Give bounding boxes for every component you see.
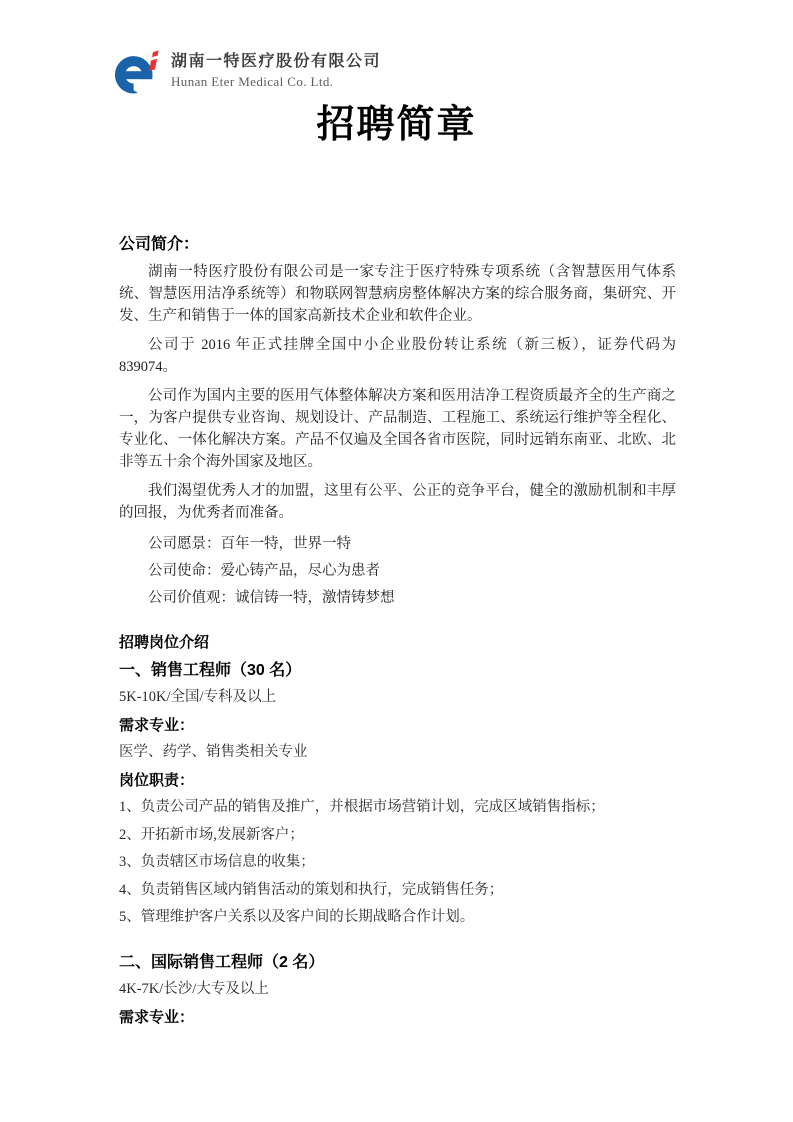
- job-title: 一、销售工程师（30 名）: [119, 661, 302, 679]
- company-name-zh: 湖南一特医疗股份有限公司: [171, 53, 382, 70]
- job-duty-item: 1、负责公司产品的销售及推广，并根据市场营销计划，完成区域销售指标；: [119, 799, 605, 815]
- job-duty-item: 2、开拓新市场,发展新客户；: [119, 826, 304, 843]
- company-mission: 公司使命：爱心铸产品，尽心为患者: [148, 563, 380, 579]
- intro-heading: 公司简介：: [119, 236, 200, 253]
- job-duty-label: 岗位职责：: [119, 771, 195, 789]
- intro-paragraph: 我们渴望优秀人才的加盟，这里有公平、公正的竞争平台，健全的激励机制和丰厚的回报，为优秀者而准备。: [119, 483, 676, 521]
- job-summary: 5K-10K/全国/专科及以上: [119, 689, 277, 705]
- jobs-heading: 招聘岗位介绍: [119, 634, 210, 651]
- page-title: 招聘简章: [316, 104, 477, 146]
- job-title: 二、国际销售工程师（2 名）: [119, 953, 325, 971]
- job-major-label: 需求专业：: [119, 716, 195, 734]
- company-vision: 公司愿景：百年一特，世界一特: [148, 536, 351, 552]
- company-logo: [113, 44, 381, 98]
- eter-logo-icon: [113, 44, 161, 98]
- company-name-en: Hunan Eter Medical Co. Ltd.: [171, 74, 334, 89]
- job-major-value: 医学、药学、销售类相关专业: [119, 744, 308, 760]
- company-values: 公司价值观：诚信铸一特，激情铸梦想: [148, 590, 395, 606]
- job-duty-item: 3、负责辖区市场信息的收集；: [119, 854, 315, 870]
- job-summary: 4K-7K/长沙/大专及以上: [119, 981, 269, 997]
- intro-paragraph: 公司作为国内主要的医用气体整体解决方案和医用洁净工程资质最齐全的生产商之一，为客户提供专业咨询、规划设计、产品制造、工程施工、系统运行维护等全程化、专业化、一体化解决方案。产品不仅遍及全国各省市医院，同时远销东南亚、北欧、北非等五十余个海外国家及地区。: [119, 388, 676, 470]
- job-duty-item: 4、负责销售区域内销售活动的策划和执行，完成销售任务；: [119, 881, 504, 898]
- job-duty-item: 5、管理维护客户关系以及客户间的长期战略合作计划。: [119, 909, 475, 925]
- intro-paragraph: 公司于 2016 年正式挂牌全国中小企业股份转让系统（新三板），证券代码为 839074。: [119, 337, 676, 375]
- job-international-sales-engineer: [119, 949, 676, 1032]
- company-name-block: [171, 51, 381, 91]
- company-intro-section: [119, 233, 676, 612]
- jobs-section: [119, 629, 676, 1031]
- job-major-label: 需求专业：: [119, 1008, 195, 1026]
- job-sales-engineer: [119, 657, 676, 932]
- intro-paragraph: 湖南一特医疗股份有限公司是一家专注于医疗特殊专项系统（含智慧医用气体系统、智慧医用洁净系统等）和物联网智慧病房整体解决方案的综合服务商，集研究、开发、生产和销售于一体的国家高新技术企业和软件企业。: [119, 264, 676, 324]
